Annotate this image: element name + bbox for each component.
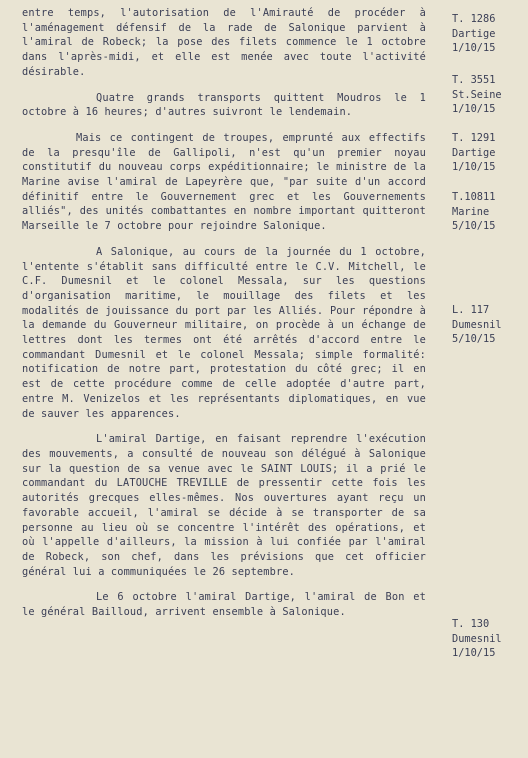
margin-note-line: Dumesnil (452, 318, 502, 331)
paragraph-4: A Salonique, au cours de la journée du 1 octobre, l'entente s'établit sans difficulté entre le C.V. Mitchell, le C.F. Dumesnil et le colonel Messala, sur les questions d'organisation maritime, le mouillage des filets et les modalités de jouissance du port par les Alliés. Pour répondre à la demande du Gouverneur militaire, on procède à un échange de lettres dont les termes ont été arrêtés d'accord entre le commandant Dumesnil et le colonel Messala; simple formalité: notification de notre part, protestation du côté grec; il en est de cette procédure comme de celle adoptée d'autre part, entre M. Venizelos et les représentants diplomatiques, en vue de sauver les apparences. (22, 245, 426, 420)
paragraph-5: L'amiral Dartige, en faisant reprendre l'exécution des mouvements, a consulté de nouveau son délégué à Salonique sur la question de sa venue avec le SAINT LOUIS; il a prié le commandant du LATOUCHE TREVILLE de pressentir cette fois les autorités grecques elles-mêmes. Nos ouvertures ayant reçu un favorable accueil, l'amiral se décide à se transporter de sa personne au lieu où se concentre l'intérêt des opérations, et où l'appelle d'ailleurs, la mission à lui confiée par l'amiral de Robeck, son chef, dans les prévisions que cet officier général lui a communiquées le 26 septembre. (22, 433, 426, 578)
margin-note-line: Dumesnil (452, 632, 502, 645)
margin-note-4 (452, 190, 526, 234)
paragraph-1: entre temps, l'autorisation de l'Amirauté de procéder à l'aménagement défensif de la rade de Salonique parvient à l'amiral de Robeck; la pose des filets commence le 1 octobre dans l'après-midi, et elle est menée avec toute l'activité désirable. (22, 7, 426, 78)
margin-note-line: T. 3551 (452, 74, 496, 86)
margin-note-line: T. 1291 (452, 132, 496, 144)
margin-note-line: Dartige (452, 27, 496, 40)
margin-note-line: 1/10/15 (452, 647, 496, 660)
margin-note-line: T. 130 (452, 618, 490, 630)
paragraph-2: Quatre grands transports quittent Moudros le 1 octobre à 16 heures; d'autres suivront le lendemain. (22, 91, 426, 119)
margin-note-line: 1/10/15 (452, 103, 496, 116)
margin-note-5 (452, 303, 526, 347)
margin-note-line: 1/10/15 (452, 161, 496, 174)
margin-note-3 (452, 131, 526, 175)
margin-note-line: Dartige (452, 146, 496, 159)
paragraph-3: Mais ce contingent de troupes, emprunté aux effectifs de la presqu'île de Gallipoli, n'est qu'un premier noyau constitutif du nouveau corps expéditionnaire; le ministre de la Marine avise l'amiral de Lapeyrère que, "par suite d'un accord définitif entre le Gouvernement grec et les Gouvernements alliés", des unités combattantes en nombre important quitteront Marseille le 7 octobre pour rejoindre Salonique. (22, 131, 426, 233)
margin-note-line: T.10811 (452, 191, 496, 203)
margin-note-line: T. 1286 (452, 13, 496, 25)
margin-note-line: Marine (452, 205, 490, 218)
margin-note-line: St.Seine (452, 88, 502, 101)
margin-note-line: 5/10/15 (452, 333, 496, 346)
main-text-column (22, 6, 426, 631)
margin-note-line: 5/10/15 (452, 220, 496, 233)
margin-note-line: L. 117 (452, 304, 490, 316)
margin-note-2 (452, 73, 526, 117)
margin-note-6 (452, 617, 526, 661)
margin-note-1 (452, 12, 526, 56)
paragraph-6: Le 6 octobre l'amiral Dartige, l'amiral de Bon et le général Bailloud, arrivent ensemble à Salonique. (22, 591, 426, 619)
margin-note-line: 1/10/15 (452, 42, 496, 55)
